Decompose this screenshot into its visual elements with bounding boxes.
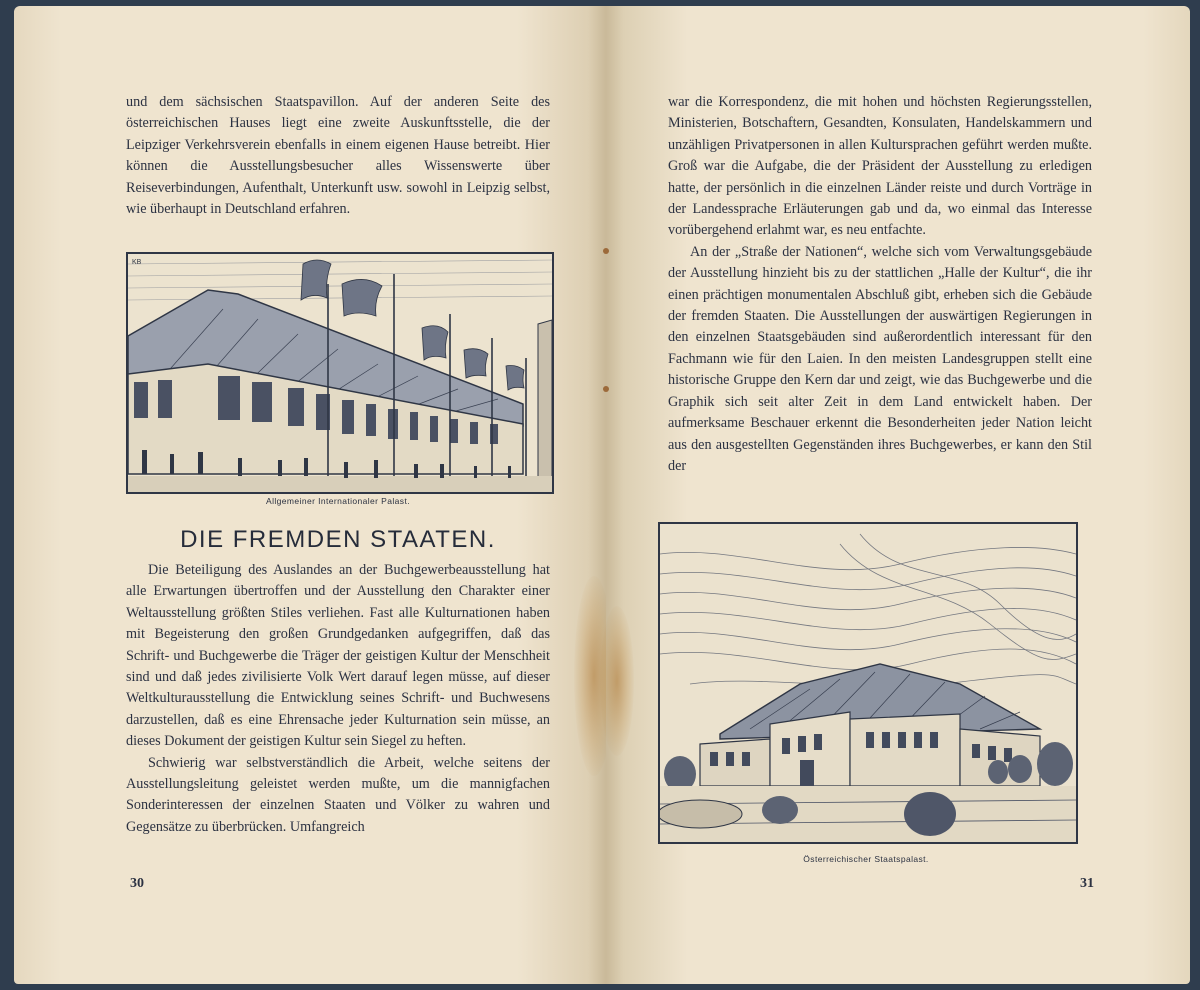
palace-engraving xyxy=(128,254,552,492)
paragraph: Schwierig war selbstverständlich die Arbeit, welche seitens der Ausstellungsleitung geleistet werden mußte, um die mannigfachen Sonderinteressen der einzelnen Staaten und Völker zu wahren und Gegensätze zu überbrücken. Umfangreich xyxy=(126,754,550,835)
picture-caption: Allgemeiner Internationaler Palast. xyxy=(266,496,410,506)
section-heading: DIE FREMDEN STAATEN. xyxy=(180,526,496,553)
binding-thread xyxy=(603,386,609,392)
austrian-palace-illustration xyxy=(658,522,1078,844)
svg-text:KB: KB xyxy=(132,259,142,266)
paragraph: und dem sächsischen Staatspavillon. Auf der anderen Seite des österreichischen Hauses liegt eine zweite Auskunftsstelle, die der Leipziger Verkehrsverein ebenfalls in einem eigenen Hause betreibt. Hier können die Ausstellungsbesucher alles Wissenswerte über Reiseverbindungen, Aufenthalt, Unterkunft usw. sowohl in Leipzig selbst, wie überhaupt in Deutschland erfahren. xyxy=(126,94,550,218)
international-palace-illustration xyxy=(126,252,554,494)
binding-thread xyxy=(603,248,609,254)
picture-caption: Österreichischer Staatspalast. xyxy=(803,854,929,864)
left-page xyxy=(14,6,606,984)
right-top-text xyxy=(668,92,1092,477)
paragraph: Die Beteiligung des Auslandes an der Buchgewerbeausstellung hat alle Erwartungen übertroffen und der Ausstellung den Charakter einer Weltausstellung größten Stiles verliehen. Fast alle Kulturnationen haben mit Begeisterung den großen Grundgedanken aufgegriffen, daß das Schrift- und Buchgewerbe die Träger der geistigen Kultur der Menschheit sind und daß jedes zivilisierte Volk Wert darauf legen müsse, auf dieser Weltkulturausstellung die Entwicklung seines Schrift- und Buchwesens darzustellen, daß es eine Ehrensache jeder Kulturnation sein müsse, an dieses Dokument der geistigen Kultur sein Siegel zu heften. xyxy=(126,562,550,750)
left-top-paragraph xyxy=(126,92,550,220)
paragraph: An der „Straße der Nationen“, welche sich vom Verwaltungsgebäude der Ausstellung hinzieht bis zu der stattlichen „Halle der Kultur“, die ihr einen prächtigen monumentalen Abschluß gibt, erheben sich die Gebäude der fremden Staaten. Die Ausstellungen der auswärtigen Regierungen in den einzelnen Staatsgebäuden sind außerordentlich interessant für den Fachmann wie für den Laien. In den meisten Landesgruppen stellt eine historische Gruppe den Kern dar und zeigt, wie das Buchgewerbe und die Graphik sich seit alter Zeit in dem Land entwickelt haben. Der aufmerksame Beschauer erkennt die Besonderheiten jeder Nation leicht aus den ausgestellten Gegenständen ihres Buchgewerbes, er kann den Stil der xyxy=(668,243,1092,474)
left-body-text xyxy=(126,560,550,838)
paragraph: war die Korrespondenz, die mit hohen und höchsten Regierungsstellen, Ministerien, Botschaftern, Gesandten, Konsulaten, Handelskammern und unzähligen Privatpersonen in allen Kultursprachen geführt werden mußte. Groß war die Aufgabe, die der Präsident der Ausstellung zu erledigen hatte, der persönlich in die einzelnen Länder reiste und durch Vorträge in der Landessprache Erläuterungen gab und da, wo einmal das Interesse vorübergehend erlahmt war, es neu entfachte. xyxy=(668,94,1092,239)
paper-stain xyxy=(600,606,634,756)
right-page xyxy=(606,6,1190,984)
book-spread xyxy=(14,6,1190,984)
page-number: 31 xyxy=(1080,876,1094,891)
page-number: 30 xyxy=(130,876,144,891)
palace-engraving xyxy=(660,524,1076,842)
